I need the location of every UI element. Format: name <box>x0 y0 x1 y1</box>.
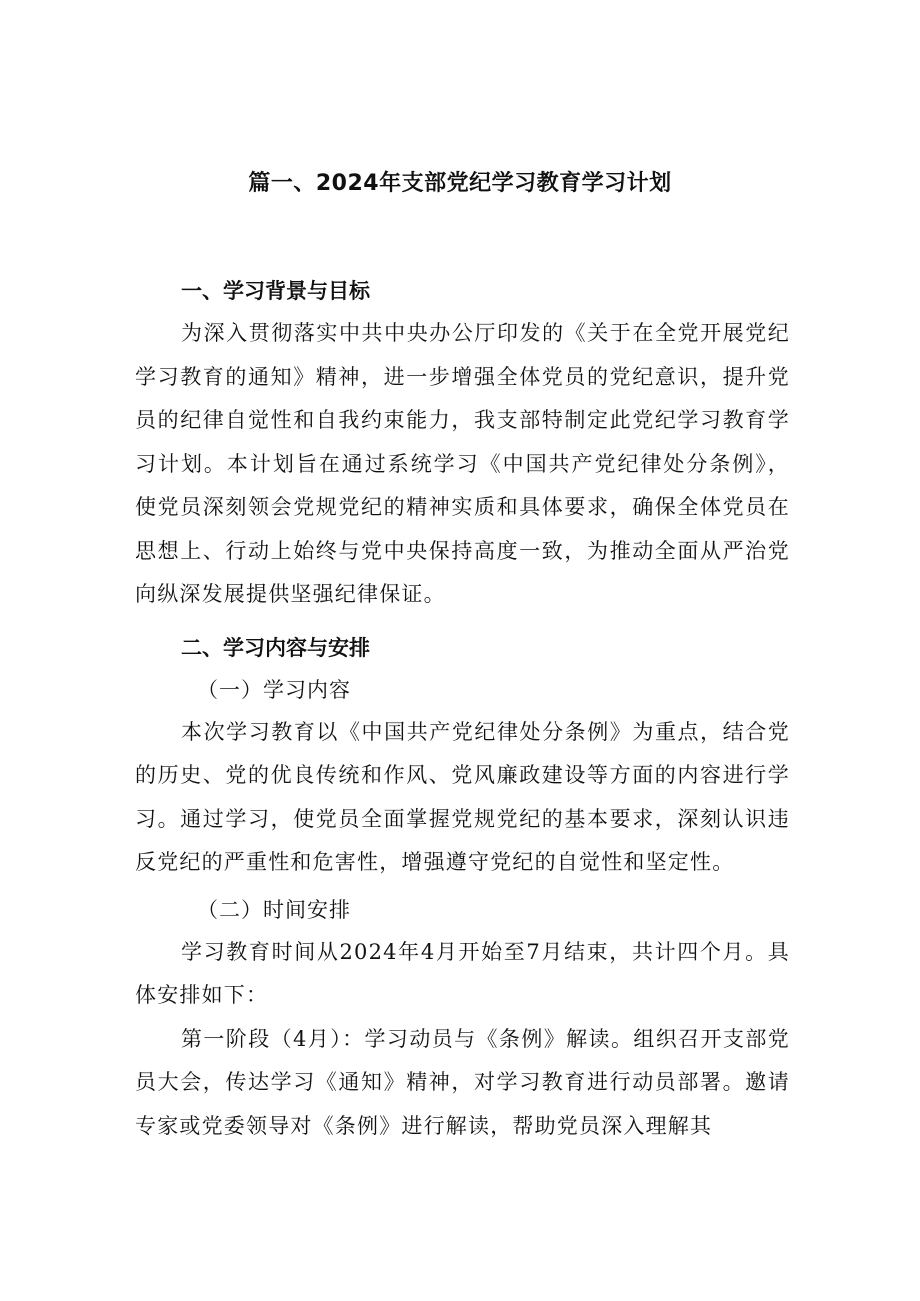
subsection-heading-study-content: （一）学习内容 <box>197 677 351 702</box>
section-heading-background: 一、学习背景与目标 <box>181 279 370 303</box>
subsection-heading-schedule: （二）时间安排 <box>197 897 351 922</box>
document-body <box>135 270 790 1148</box>
section-spacer <box>135 617 790 627</box>
paragraph-background: 为深入贯彻落实中共中央办公厅印发的《关于在全党开展党纪学习教育的通知》精神，进一步增强全体党员的党纪意识，提升党员的纪律自觉性和自我约束能力，我支部特制定此党纪学习教育学习计划。本计划旨在通过系统学习《中国共产党纪律处分条例》，使党员深刻领会党规党纪的精神实质和具体要求，确保全体党员在思想上、行动上始终与党中央保持高度一致，为推动全面从严治党向纵深发展提供坚强纪律保证。 <box>135 321 790 606</box>
document-title: 篇一、2024年支部党纪学习教育学习计划 <box>248 171 672 196</box>
paragraph-study-content: 本次学习教育以《中国共产党纪律处分条例》为重点，结合党的历史、党的优良传统和作风、党风廉政建设等方面的内容进行学习。通过学习，使党员全面掌握党规党纪的基本要求，深刻认识违反党纪的严重性和危害性，增强遵守党纪的自觉性和坚定性。 <box>135 719 790 874</box>
paragraph-schedule-intro: 学习教育时间从2024年4月开始至7月结束，共计四个月。具体安排如下： <box>135 939 790 1007</box>
paragraph-schedule-phase-one: 第一阶段（4月）：学习动员与《条例》解读。组织召开支部党员大会，传达学习《通知》精神，对学习教育进行动员部署。邀请专家或党委领导对《条例》进行解读，帮助党员深入理解其 <box>135 1026 790 1138</box>
section-heading-content: 二、学习内容与安排 <box>181 635 370 660</box>
